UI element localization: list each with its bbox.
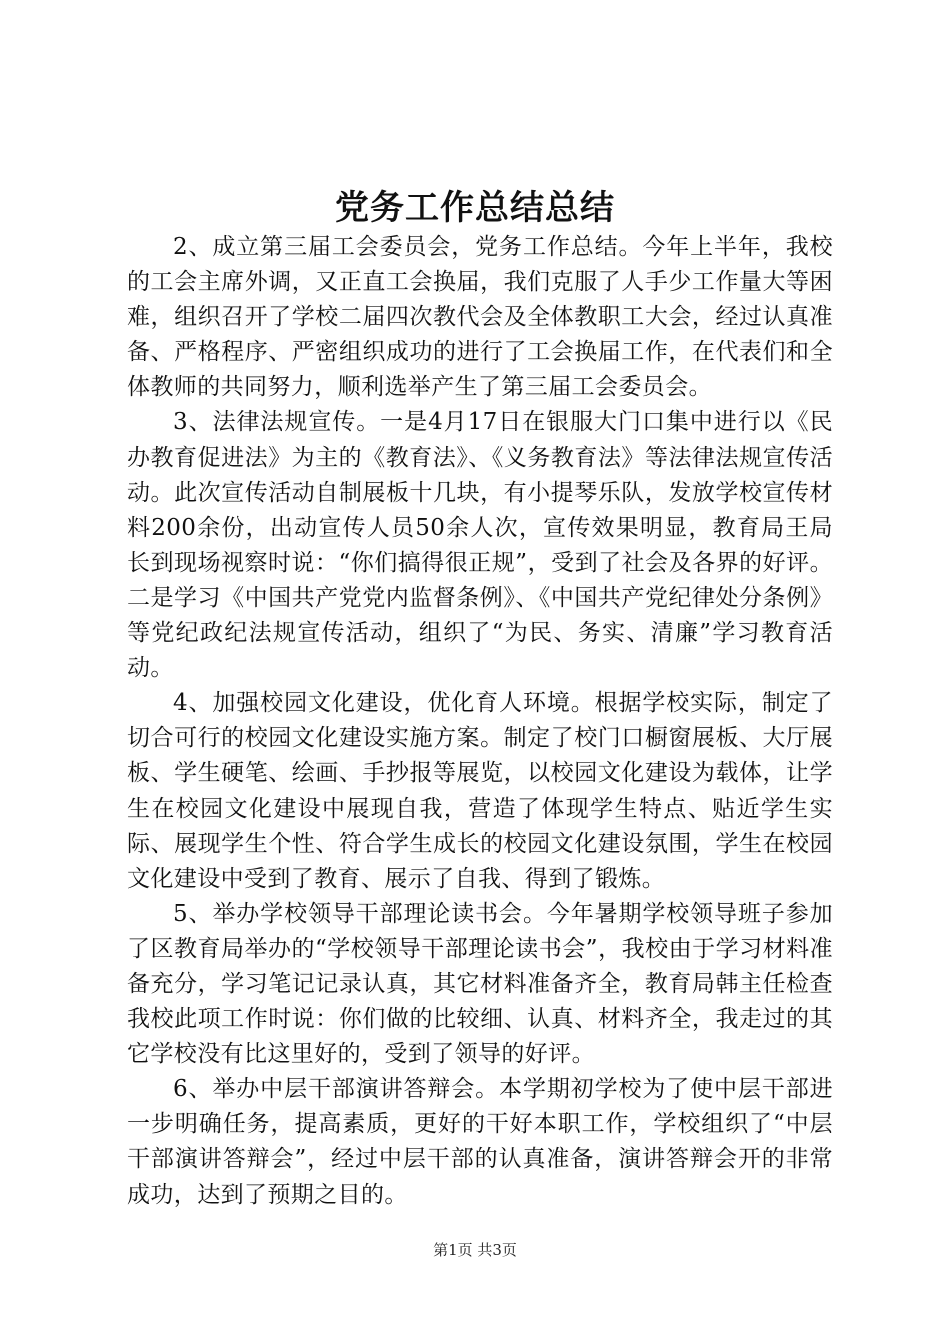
paragraph-5: 5、举办学校领导干部理论读书会。今年暑期学校领导班子参加了区教育局举办的“学校领导干部理论读书会”，我校由于学习材料准备充分，学习笔记记录认真，其它材料准备齐全，教育局韩主任检查我校此项工作时说：你们做的比较细、认真、材料齐全，我走过的其它学校没有比这里好的，受到了领导的好评。 bbox=[127, 900, 833, 1068]
paragraph-3: 3、法律法规宣传。一是4月17日在银服大门口集中进行以《民办教育促进法》为主的《教育法》、《义务教育法》等法律法规宣传活动。此次宣传活动自制展板十几块，有小提琴乐队，发放学校宣传材料200余份，出动宣传人员50余人次，宣传效果明显，教育局王局长到现场视察时说：“你们搞得很正规”，受到了社会及各界的好评。二是学习《中国共产党党内监督条例》、《中国共产党纪律处分条例》等党纪政纪法规宣传活动，组织了“为民、务实、清廉”学习教育活动。 bbox=[127, 409, 833, 682]
document-body bbox=[127, 230, 833, 1213]
page-footer: 第1页 共3页 bbox=[433, 1241, 517, 1259]
paragraph-2: 2、成立第三届工会委员会，党务工作总结。今年上半年，我校的工会主席外调，又正直工会换届，我们克服了人手少工作量大等困难，组织召开了学校二届四次教代会及全体教职工大会，经过认真准备、严格程序、严密组织成功的进行了工会换届工作，在代表们和全体教师的共同努力，顺利选举产生了第三届工会委员会。 bbox=[127, 234, 833, 401]
paragraph-6: 6、举办中层干部演讲答辩会。本学期初学校为了使中层干部进一步明确任务，提高素质，更好的干好本职工作，学校组织了“中层干部演讲答辩会”，经过中层干部的认真准备，演讲答辩会开的非常成功，达到了预期之目的。 bbox=[127, 1076, 833, 1208]
paragraph-4: 4、加强校园文化建设，优化育人环境。根据学校实际，制定了切合可行的校园文化建设实施方案。制定了校门口橱窗展板、大厅展板、学生硬笔、绘画、手抄报等展览，以校园文化建设为载体，让学生在校园文化建设中展现自我，营造了体现学生特点、贴近学生实际、展现学生个性、符合学生成长的校园文化建设氛围，学生在校园文化建设中受到了教育、展示了自我、得到了锻炼。 bbox=[127, 690, 833, 892]
document-title: 党务工作总结总结 bbox=[335, 188, 615, 228]
